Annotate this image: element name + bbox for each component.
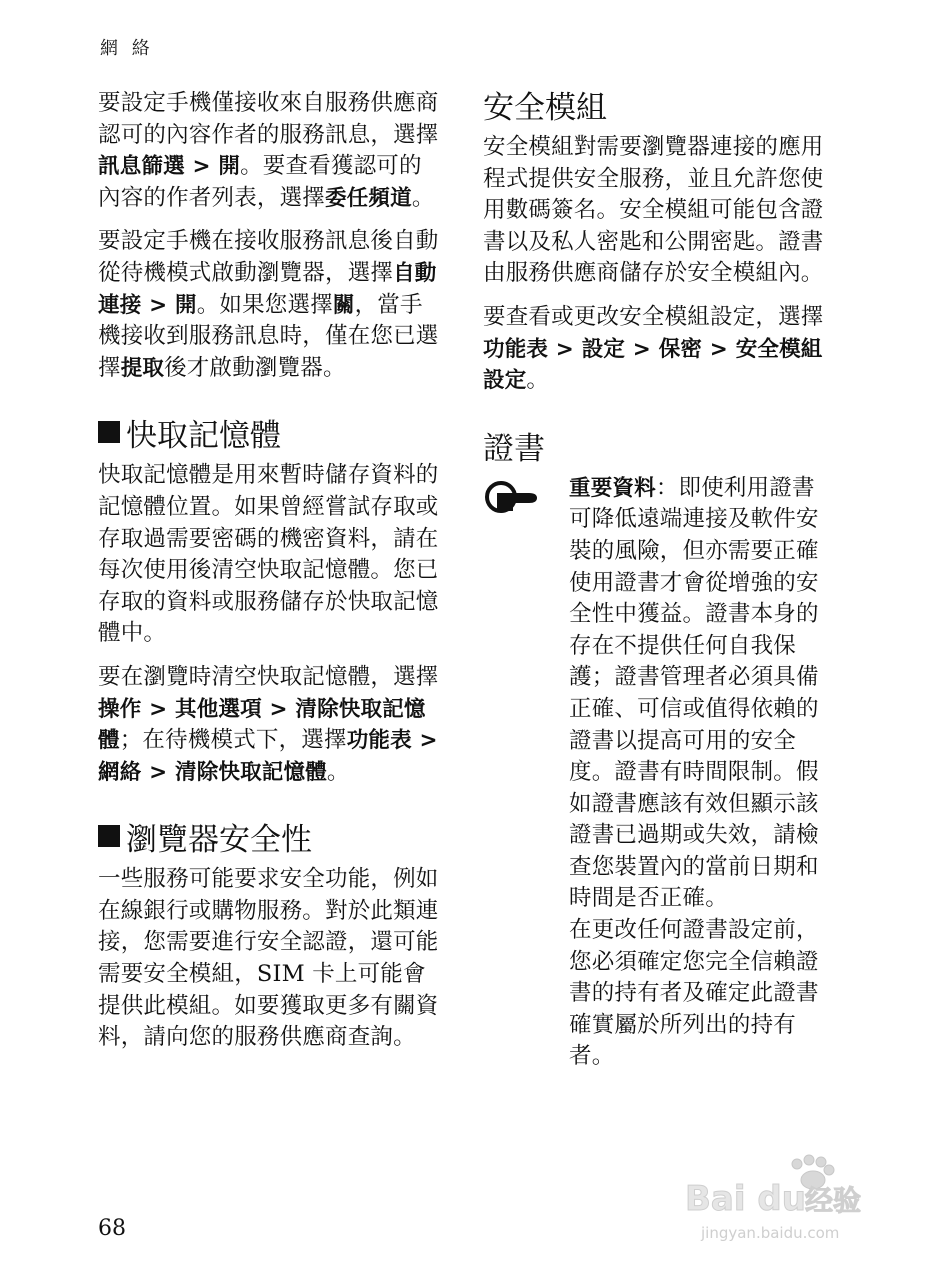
watermark-cn: 经验 (805, 1184, 862, 1217)
paragraph-auto-connect: 要設定手機在接收服務訊息後自動從待機模式啟動瀏覽器，選擇自動連接 > 開。如果您選擇關，當手機接收到服務訊息時，僅在您已選擇提取後才啟動瀏覽器。 (98, 228, 439, 381)
heading-browser-security: 瀏覽器安全性 (98, 820, 443, 860)
page-number: 68 (98, 1216, 126, 1241)
hand-pointer-icon (483, 477, 543, 517)
important-note (483, 473, 828, 1073)
heading-cache: 快取記憶體 (98, 416, 443, 456)
watermark-brand: Bai du (685, 1179, 806, 1219)
heading-security-module: 安全模組 (483, 90, 607, 126)
note-body-2: 在更改任何證書設定前，您必須確定您完全信賴證書的持有者及確定此證書確實屬於所列出的持有者。 (569, 917, 819, 1070)
paragraph-clear-cache: 要在瀏覽時清空快取記憶體，選擇操作 > 其他選項 > 清除快取記憶體；在待機模式下，選擇功能表 > 網絡 > 清除快取記憶體。 (98, 663, 439, 785)
left-column (98, 88, 443, 1066)
baidu-watermark (679, 1150, 869, 1250)
paragraph-service-filter: 要設定手機僅接收來自服務供應商認可的內容作者的服務訊息，選擇訊息篩選 > 開。要查看獲認可的內容的作者列表，選擇委任頻道。 (98, 90, 439, 211)
paragraph-module-settings: 要查看或更改安全模組設定，選擇功能表 > 設定 > 保密 > 安全模組設定。 (483, 303, 824, 394)
heading-certificates: 證書 (483, 430, 545, 467)
running-head: 網 絡 (100, 38, 154, 59)
watermark-url: jingyan.baidu.com (701, 1224, 840, 1242)
paragraph-cache-intro: 快取記憶體是用來暫時儲存資料的記憶體位置。如果曾經嘗試存取或存取過需要密碼的機密資料，請在每次使用後清空快取記憶體。您已存取的資料或服務儲存於快取記憶體中。 (98, 462, 439, 647)
right-column (483, 88, 828, 1073)
paragraph-security-intro: 一些服務可能要求安全功能，例如在線銀行或購物服務。對於此類連接，您需要進行安全認證，還可能需要安全模組，SIM 卡上可能會提供此模組。如要獲取更多有關資料，請向您的服務供應商查詢。 (98, 866, 439, 1051)
paragraph-module-intro: 安全模組對需要瀏覽器連接的應用程式提供安全服務，並且允許您使用數碼簽名。安全模組可能包含證書以及私人密匙和公開密匙。證書由服務供應商儲存於安全模組內。 (483, 134, 824, 287)
note-body: 重要資料：即使利用證書可降低遠端連接及軟件安裝的風險，但亦需要正確使用證書才會從增強的安全性中獲益。證書本身的存在不提供任何自我保護；證書管理者必須具備正確、可信或值得依賴的證書以提高可用的安全度。證書有時間限制。假如證書應該有效但顯示該證書已過期或失效，請檢查您裝置內的當前日期和時間是否正確。 (569, 474, 819, 912)
